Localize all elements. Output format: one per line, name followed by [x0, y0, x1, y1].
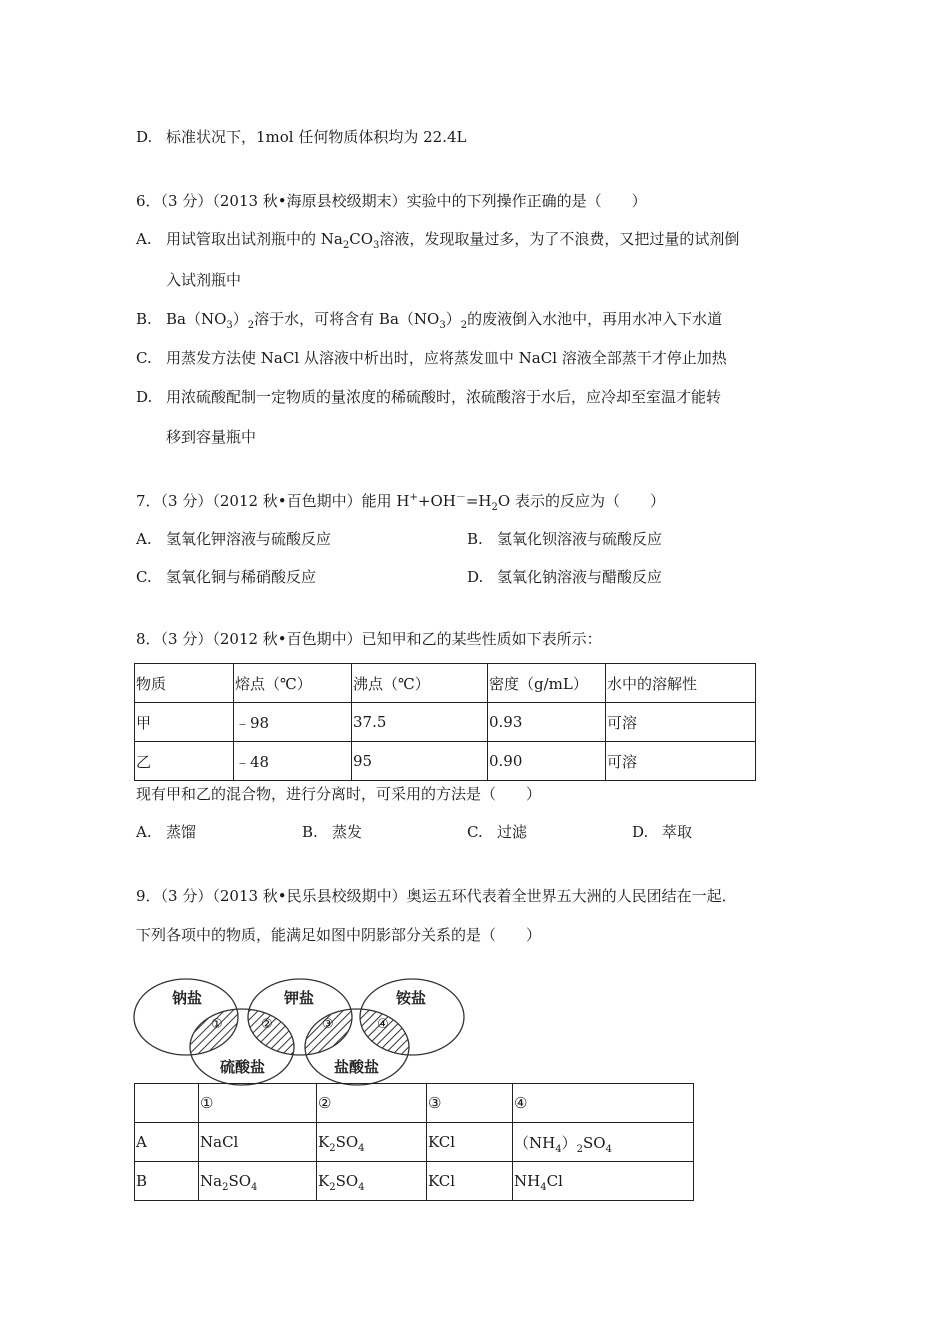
q6-option-d-label: D. — [136, 388, 153, 406]
label-potassium-salt: 钾盐 — [284, 989, 315, 1007]
q7-option-d-label: D. — [467, 568, 484, 586]
region-3-label: ③ — [322, 1017, 334, 1032]
q9-options-table — [134, 1083, 694, 1201]
q5-option-d-label: D. — [136, 128, 153, 146]
q7-option-b — [467, 529, 662, 549]
table-cell: ﹣98 — [234, 703, 352, 742]
region-2-label: ② — [261, 1017, 273, 1032]
q6-option-b-text: $Ba(NO_3)_2$溶于水，可将含有 $Ba(NO_3)_2$的废液倒入水池中，再用水冲入下水道 — [166, 310, 723, 331]
q8-option-a — [136, 822, 196, 842]
q6-option-c — [136, 348, 727, 368]
table-cell: $(NH_4)_2SO_4$ — [513, 1123, 694, 1162]
table-cell: ② — [317, 1084, 427, 1123]
table-header-row — [135, 664, 756, 703]
table-cell: NaCl — [199, 1123, 317, 1162]
q8-option-d — [632, 822, 692, 842]
q7-option-d — [467, 567, 662, 587]
label-ammonium-salt: 铵盐 — [396, 989, 427, 1007]
q5-option-d-text: 标准状况下，1mol 任何物质体积均为 22.4L — [166, 128, 467, 146]
q6-option-a — [136, 229, 739, 249]
table-cell: 37.5 — [352, 703, 488, 742]
q5-option-d — [136, 127, 467, 147]
q7-option-c — [136, 567, 316, 587]
table-cell: 95 — [352, 742, 488, 781]
q8-option-b-label: B. — [302, 823, 318, 841]
q6-option-c-text: 用蒸发方法使 NaCl 从溶液中析出时，应将蒸发皿中 NaCl 溶液全部蒸干才停止加热 — [166, 349, 727, 367]
table-cell: 熔点（℃） — [234, 664, 352, 703]
q8-option-c-text: 过滤 — [497, 823, 528, 841]
table-row — [135, 742, 756, 781]
olympic-rings-salt-diagram — [132, 975, 472, 1090]
q8-property-table — [134, 663, 756, 781]
q8-option-d-label: D. — [632, 823, 649, 841]
q8-option-a-label: A. — [136, 823, 152, 841]
q9-stem-line2: 下列各项中的物质，能满足如图中阴影部分关系的是（ ） — [136, 926, 542, 944]
table-cell: ④ — [513, 1084, 694, 1123]
table-cell: KCl — [427, 1123, 513, 1162]
label-sodium-salt: 钠盐 — [172, 989, 203, 1007]
q7-option-c-label: C. — [136, 568, 152, 586]
table-cell: 甲 — [135, 703, 234, 742]
table-cell: $K_2SO_4$ — [317, 1123, 427, 1162]
q7-option-b-text: 氢氧化钡溶液与硫酸反应 — [497, 530, 663, 548]
q6-option-a-label: A. — [136, 230, 152, 248]
q7-option-b-label: B. — [467, 530, 483, 548]
table-cell: 0.90 — [488, 742, 606, 781]
q8-option-a-text: 蒸馏 — [166, 823, 197, 841]
table-cell: $Na_2SO_4$ — [199, 1162, 317, 1201]
q8-question: 现有甲和乙的混合物，进行分离时，可采用的方法是（ ） — [136, 785, 542, 803]
q7-option-a-text: 氢氧化钾溶液与硫酸反应 — [166, 530, 332, 548]
q8-option-c-label: C. — [467, 823, 483, 841]
table-cell — [135, 1084, 199, 1123]
table-row — [135, 1123, 694, 1162]
table-cell: A — [135, 1123, 199, 1162]
region-4-label: ④ — [377, 1017, 389, 1032]
table-cell: ﹣48 — [234, 742, 352, 781]
q6-option-b — [136, 309, 722, 329]
table-row — [135, 1162, 694, 1201]
label-sulfate: 硫酸盐 — [220, 1058, 266, 1076]
label-chloride: 盐酸盐 — [334, 1058, 380, 1076]
table-header-row — [135, 1084, 694, 1123]
table-cell: ① — [199, 1084, 317, 1123]
table-cell: 乙 — [135, 742, 234, 781]
table-row — [135, 703, 756, 742]
q9-stem-line1: 9．（3 分）（2013 秋•民乐县校级期中）奥运五环代表着全世界五大洲的人民团结在一起． — [136, 887, 737, 905]
table-cell: $NH_4Cl$ — [513, 1162, 694, 1201]
table-cell: KCl — [427, 1162, 513, 1201]
table-cell: B — [135, 1162, 199, 1201]
q6-option-d-cont: 移到容量瓶中 — [166, 428, 257, 446]
table-cell: 密度（g/mL） — [488, 664, 606, 703]
table-cell: 沸点（℃） — [352, 664, 488, 703]
region-1-label: ① — [211, 1017, 223, 1032]
table-cell: ③ — [427, 1084, 513, 1123]
q6-option-d-text: 用浓硫酸配制一定物质的量浓度的稀硫酸时，浓硫酸溶于水后，应冷却至室温才能转 — [166, 388, 722, 406]
q6-option-a-cont: 入试剂瓶中 — [166, 271, 242, 289]
q7-stem: 7．（3 分）（2012 秋•百色期中）能用 $H^++OH^-=H_2O$ 表示的反应为（ ） — [136, 492, 665, 513]
q8-option-b — [302, 822, 362, 842]
q6-option-a-text: 用试管取出试剂瓶中的 $Na_2CO_3$溶液，发现取量过多，为了不浪费，又把过量的试剂倒 — [166, 230, 740, 251]
table-cell: $K_2SO_4$ — [317, 1162, 427, 1201]
q6-option-c-label: C. — [136, 349, 152, 367]
q7-option-a — [136, 529, 331, 549]
q7-option-a-label: A. — [136, 530, 152, 548]
q7-option-d-text: 氢氧化钠溶液与醋酸反应 — [497, 568, 663, 586]
table-cell: 物质 — [135, 664, 234, 703]
q6-stem: 6．（3 分）（2013 秋•海原县校级期末）实验中的下列操作正确的是（ ） — [136, 192, 647, 210]
table-cell: 0.93 — [488, 703, 606, 742]
table-cell: 可溶 — [606, 742, 756, 781]
q8-option-d-text: 萃取 — [662, 823, 693, 841]
q8-option-c — [467, 822, 527, 842]
q6-option-b-label: B. — [136, 310, 152, 328]
table-cell: 可溶 — [606, 703, 756, 742]
q6-option-d — [136, 387, 721, 407]
q8-option-b-text: 蒸发 — [332, 823, 363, 841]
q8-stem: 8．（3 分）（2012 秋•百色期中）已知甲和乙的某些性质如下表所示： — [136, 630, 602, 648]
q7-option-c-text: 氢氧化铜与稀硝酸反应 — [166, 568, 317, 586]
table-cell: 水中的溶解性 — [606, 664, 756, 703]
